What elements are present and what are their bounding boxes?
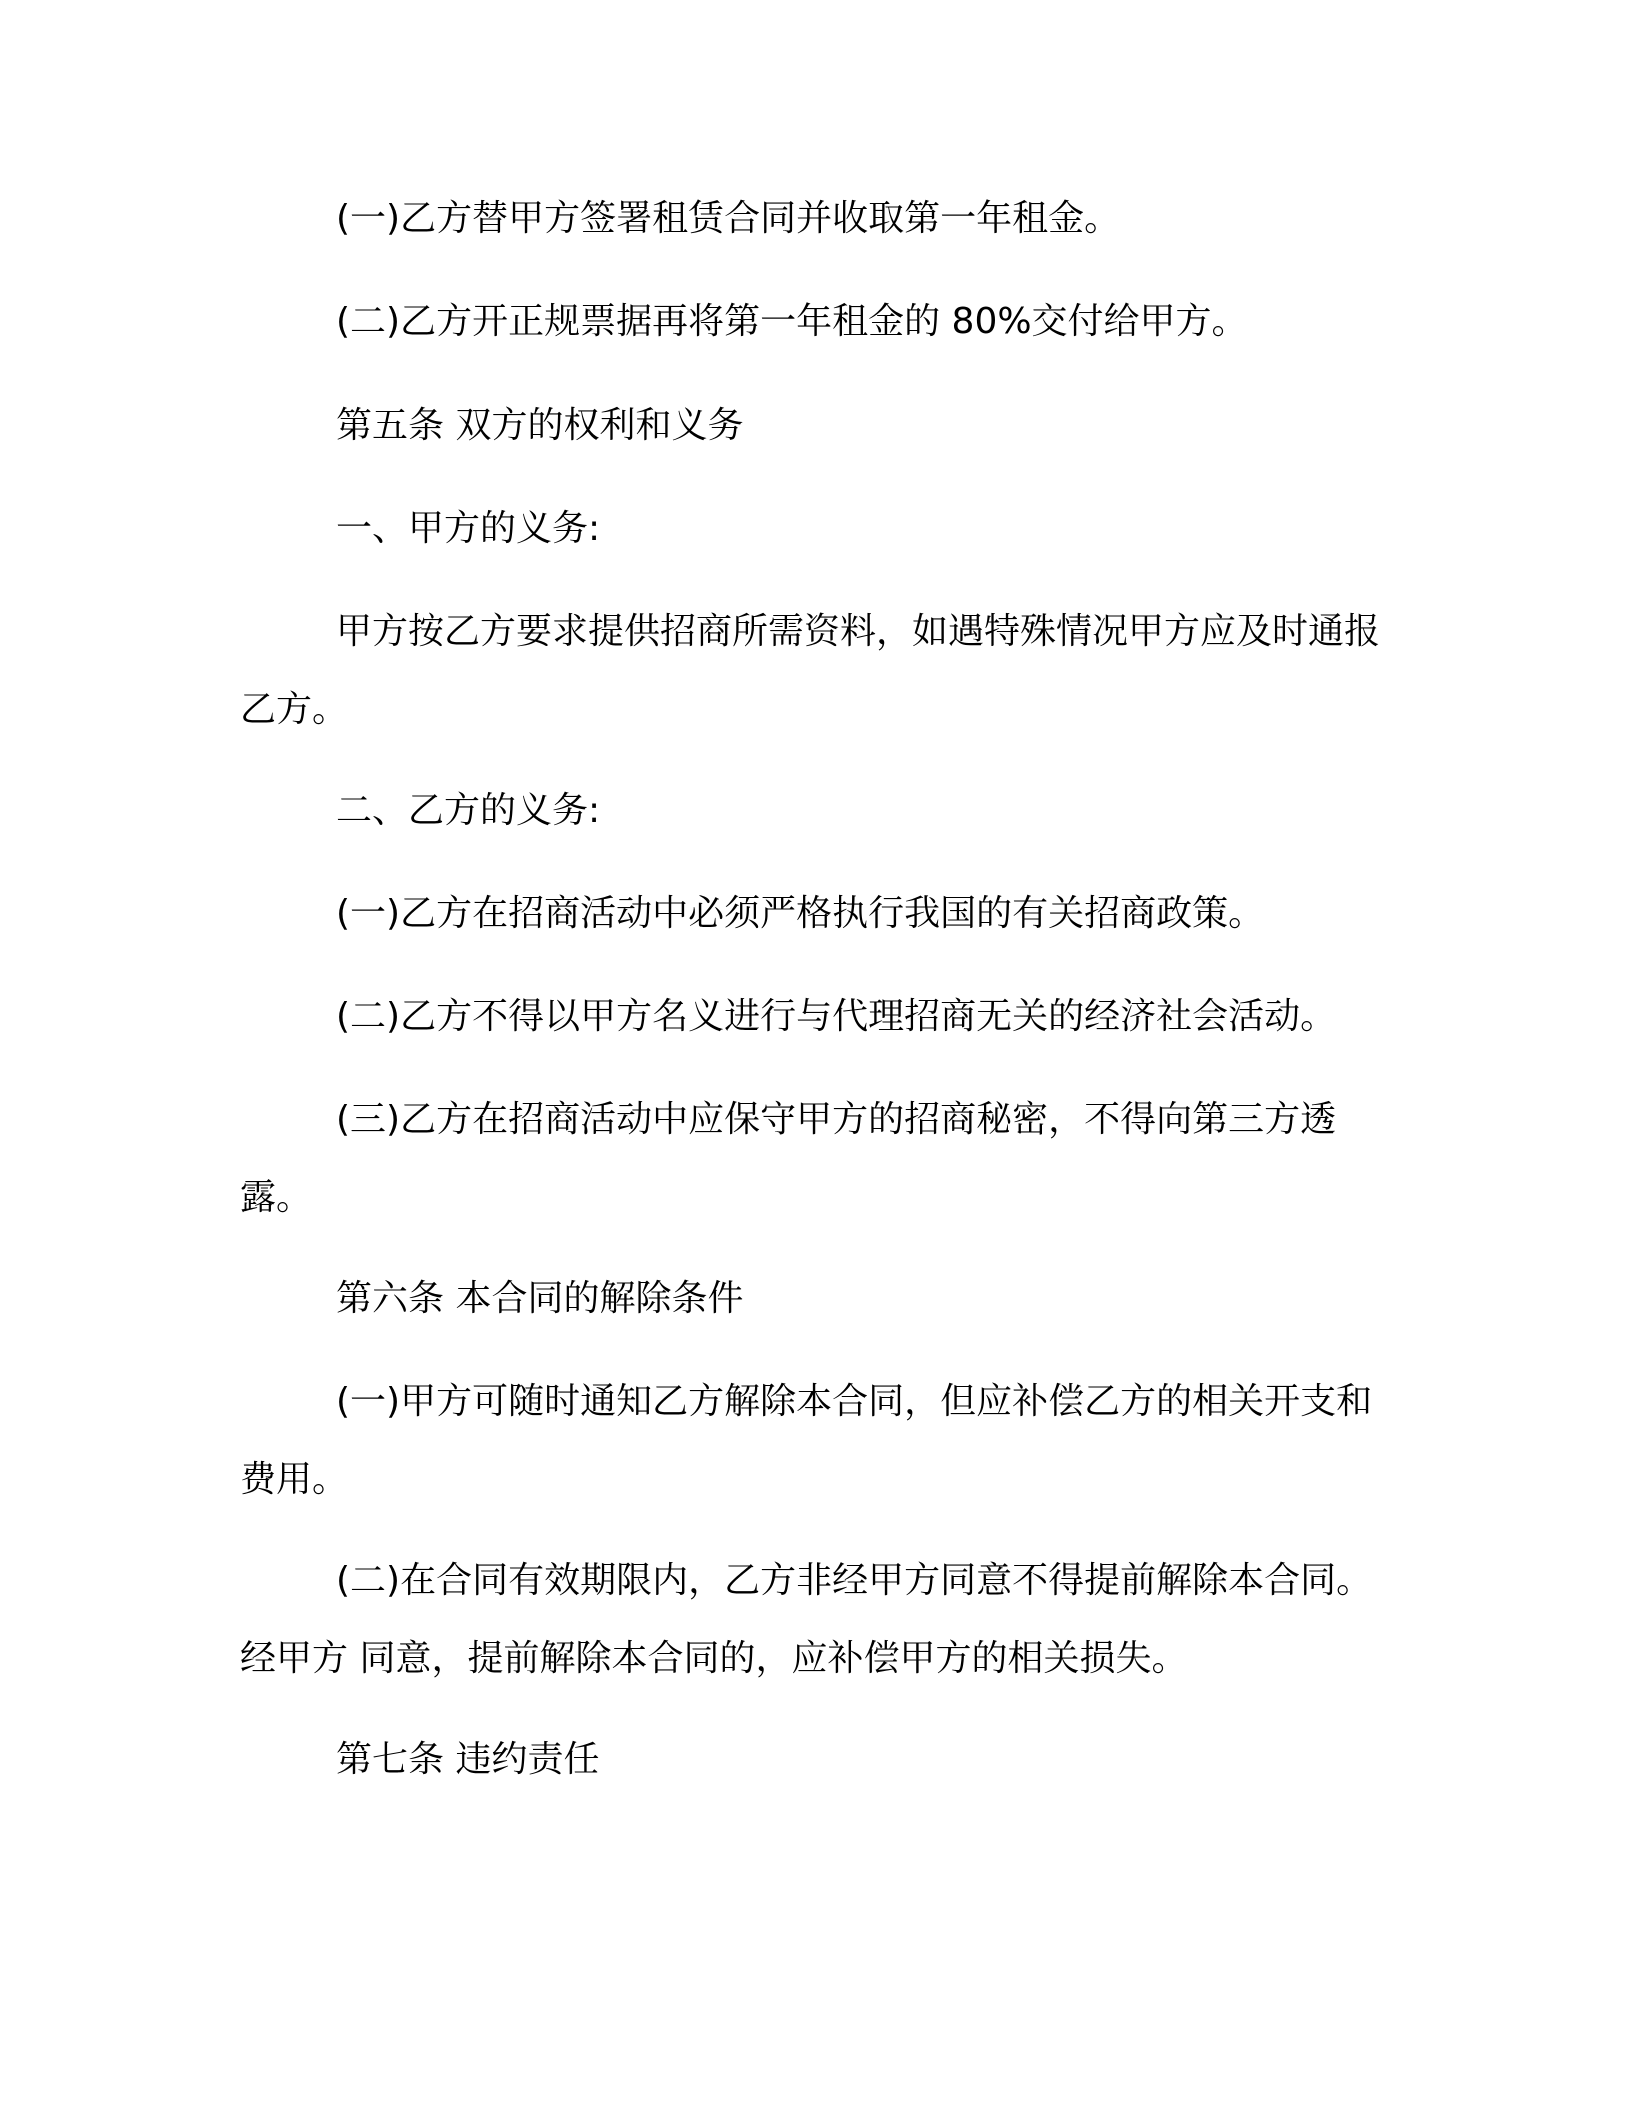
paragraph-party-b-duty-2: (二)乙方不得以甲方名义进行与代理招商无关的经济社会活动。 — [336, 996, 1337, 1037]
paragraph-rent-transfer: (二)乙方开正规票据再将第一年租金的 80%交付给甲方。 — [336, 301, 1248, 342]
heading-article-6: 第六条 本合同的解除条件 — [336, 1278, 744, 1319]
paragraph-termination-1: (一)甲方可随时通知乙方解除本合同，但应补偿乙方的相关开支和费用。 — [240, 1381, 1373, 1500]
paragraph-party-b-duty-1: (一)乙方在招商活动中必须严格执行我国的有关招商政策。 — [336, 893, 1265, 934]
heading-party-b-obligations: 二、乙方的义务: — [336, 790, 601, 831]
paragraph-lease-signing: (一)乙方替甲方签署租赁合同并收取第一年租金。 — [336, 198, 1121, 239]
heading-party-a-obligations: 一、甲方的义务: — [336, 508, 601, 549]
paragraph-party-b-duty-3: (三)乙方在招商活动中应保守甲方的招商秘密，不得向第三方透露。 — [240, 1099, 1337, 1218]
paragraph-termination-2: (二)在合同有效期限内，乙方非经甲方同意不得提前解除本合同。经甲方 同意，提前解除本合同的，应补偿甲方的相关损失。 — [240, 1560, 1373, 1679]
paragraph-party-a-duty: 甲方按乙方要求提供招商所需资料，如遇特殊情况甲方应及时通报乙方。 — [240, 611, 1381, 730]
heading-article-5: 第五条 双方的权利和义务 — [336, 405, 744, 446]
heading-article-7: 第七条 违约责任 — [336, 1739, 600, 1780]
